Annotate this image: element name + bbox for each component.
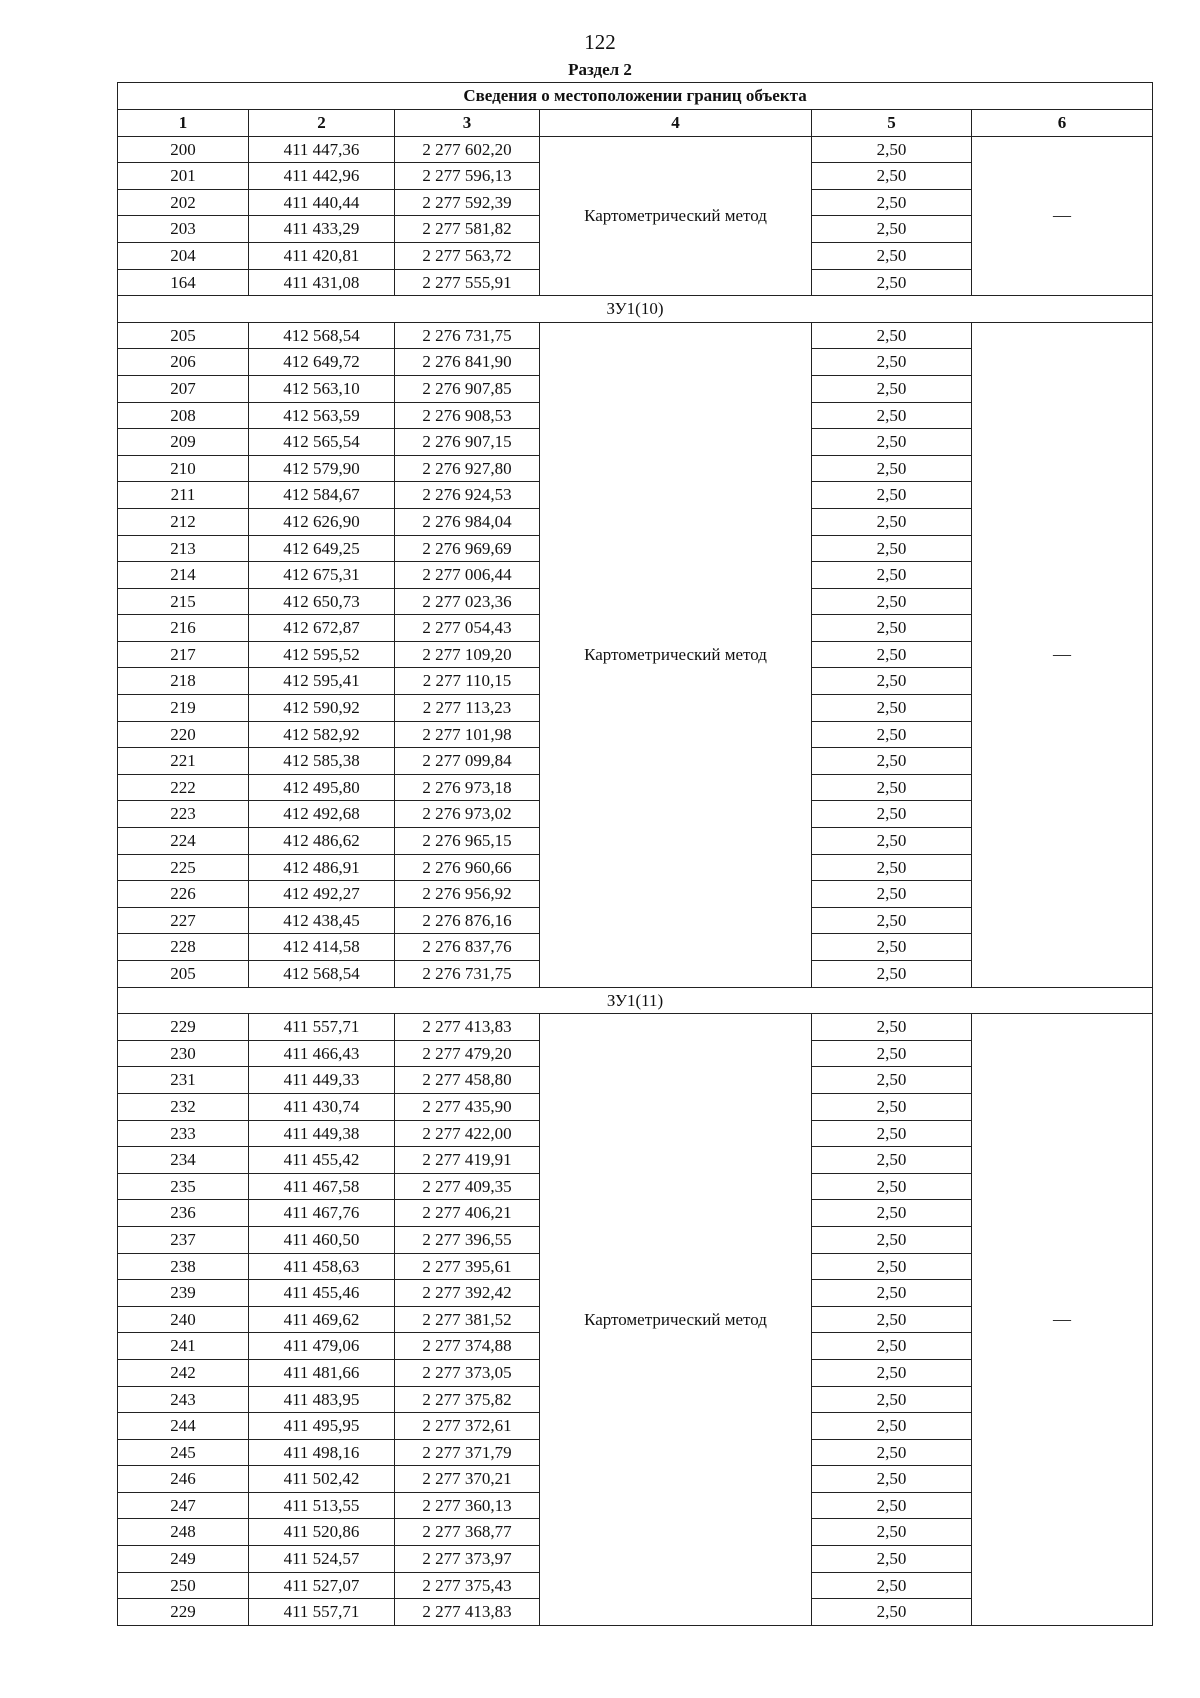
accuracy-cell: 2,50 [812, 1413, 972, 1440]
x-coordinate-cell: 411 467,58 [249, 1173, 395, 1200]
x-coordinate-cell: 411 449,33 [249, 1067, 395, 1094]
point-number-cell: 233 [118, 1120, 249, 1147]
point-number-cell: 226 [118, 881, 249, 908]
y-coordinate-cell: 2 276 731,75 [395, 322, 540, 349]
x-coordinate-cell: 412 672,87 [249, 615, 395, 642]
x-coordinate-cell: 411 481,66 [249, 1359, 395, 1386]
accuracy-cell: 2,50 [812, 774, 972, 801]
y-coordinate-cell: 2 276 984,04 [395, 508, 540, 535]
x-coordinate-cell: 411 466,43 [249, 1040, 395, 1067]
x-coordinate-cell: 412 649,72 [249, 349, 395, 376]
point-number-cell: 219 [118, 695, 249, 722]
column-header: 3 [395, 110, 540, 137]
accuracy-cell: 2,50 [812, 1306, 972, 1333]
x-coordinate-cell: 411 442,96 [249, 163, 395, 190]
y-coordinate-cell: 2 276 731,75 [395, 961, 540, 988]
y-coordinate-cell: 2 277 381,52 [395, 1306, 540, 1333]
accuracy-cell: 2,50 [812, 1226, 972, 1253]
x-coordinate-cell: 412 563,10 [249, 375, 395, 402]
accuracy-cell: 2,50 [812, 375, 972, 402]
point-number-cell: 218 [118, 668, 249, 695]
point-number-cell: 211 [118, 482, 249, 509]
accuracy-cell: 2,50 [812, 242, 972, 269]
x-coordinate-cell: 412 649,25 [249, 535, 395, 562]
note-cell: — [972, 1014, 1153, 1626]
y-coordinate-cell: 2 277 592,39 [395, 189, 540, 216]
y-coordinate-cell: 2 277 054,43 [395, 615, 540, 642]
point-number-cell: 216 [118, 615, 249, 642]
accuracy-cell: 2,50 [812, 588, 972, 615]
method-cell: Картометрический метод [540, 322, 812, 987]
point-number-cell: 164 [118, 269, 249, 296]
point-number-cell: 220 [118, 721, 249, 748]
x-coordinate-cell: 412 590,92 [249, 695, 395, 722]
x-coordinate-cell: 412 438,45 [249, 907, 395, 934]
accuracy-cell: 2,50 [812, 1546, 972, 1573]
accuracy-cell: 2,50 [812, 322, 972, 349]
y-coordinate-cell: 2 277 373,05 [395, 1359, 540, 1386]
accuracy-cell: 2,50 [812, 721, 972, 748]
y-coordinate-cell: 2 277 563,72 [395, 242, 540, 269]
x-coordinate-cell: 412 568,54 [249, 322, 395, 349]
x-coordinate-cell: 412 595,41 [249, 668, 395, 695]
point-number-cell: 234 [118, 1147, 249, 1174]
x-coordinate-cell: 411 447,36 [249, 136, 395, 163]
x-coordinate-cell: 411 527,07 [249, 1572, 395, 1599]
accuracy-cell: 2,50 [812, 854, 972, 881]
y-coordinate-cell: 2 276 841,90 [395, 349, 540, 376]
accuracy-cell: 2,50 [812, 508, 972, 535]
boundary-table [117, 82, 1153, 1626]
point-number-cell: 210 [118, 455, 249, 482]
accuracy-cell: 2,50 [812, 934, 972, 961]
y-coordinate-cell: 2 277 360,13 [395, 1492, 540, 1519]
y-coordinate-cell: 2 277 555,91 [395, 269, 540, 296]
accuracy-cell: 2,50 [812, 748, 972, 775]
y-coordinate-cell: 2 277 368,77 [395, 1519, 540, 1546]
accuracy-cell: 2,50 [812, 907, 972, 934]
accuracy-cell: 2,50 [812, 1173, 972, 1200]
x-coordinate-cell: 412 650,73 [249, 588, 395, 615]
zone-label: ЗУ1(11) [118, 987, 1153, 1014]
x-coordinate-cell: 412 568,54 [249, 961, 395, 988]
y-coordinate-cell: 2 277 023,36 [395, 588, 540, 615]
y-coordinate-cell: 2 276 960,66 [395, 854, 540, 881]
x-coordinate-cell: 411 431,08 [249, 269, 395, 296]
accuracy-cell: 2,50 [812, 163, 972, 190]
y-coordinate-cell: 2 276 907,85 [395, 375, 540, 402]
point-number-cell: 243 [118, 1386, 249, 1413]
y-coordinate-cell: 2 277 422,00 [395, 1120, 540, 1147]
x-coordinate-cell: 412 495,80 [249, 774, 395, 801]
point-number-cell: 201 [118, 163, 249, 190]
y-coordinate-cell: 2 277 413,83 [395, 1599, 540, 1626]
table-row [118, 322, 1153, 349]
y-coordinate-cell: 2 276 837,76 [395, 934, 540, 961]
y-coordinate-cell: 2 277 109,20 [395, 641, 540, 668]
y-coordinate-cell: 2 277 396,55 [395, 1226, 540, 1253]
y-coordinate-cell: 2 277 419,91 [395, 1147, 540, 1174]
accuracy-cell: 2,50 [812, 1466, 972, 1493]
table-body [118, 136, 1153, 1625]
method-cell: Картометрический метод [540, 136, 812, 296]
point-number-cell: 225 [118, 854, 249, 881]
point-number-cell: 228 [118, 934, 249, 961]
point-number-cell: 205 [118, 961, 249, 988]
y-coordinate-cell: 2 277 373,97 [395, 1546, 540, 1573]
y-coordinate-cell: 2 277 370,21 [395, 1466, 540, 1493]
y-coordinate-cell: 2 277 110,15 [395, 668, 540, 695]
accuracy-cell: 2,50 [812, 136, 972, 163]
y-coordinate-cell: 2 277 581,82 [395, 216, 540, 243]
accuracy-cell: 2,50 [812, 881, 972, 908]
y-coordinate-cell: 2 277 413,83 [395, 1014, 540, 1041]
y-coordinate-cell: 2 277 406,21 [395, 1200, 540, 1227]
point-number-cell: 204 [118, 242, 249, 269]
x-coordinate-cell: 412 626,90 [249, 508, 395, 535]
y-coordinate-cell: 2 276 973,18 [395, 774, 540, 801]
point-number-cell: 221 [118, 748, 249, 775]
accuracy-cell: 2,50 [812, 1253, 972, 1280]
y-coordinate-cell: 2 277 392,42 [395, 1280, 540, 1307]
point-number-cell: 213 [118, 535, 249, 562]
x-coordinate-cell: 412 675,31 [249, 562, 395, 589]
point-number-cell: 232 [118, 1093, 249, 1120]
point-number-cell: 231 [118, 1067, 249, 1094]
point-number-cell: 229 [118, 1014, 249, 1041]
point-number-cell: 237 [118, 1226, 249, 1253]
point-number-cell: 200 [118, 136, 249, 163]
accuracy-cell: 2,50 [812, 535, 972, 562]
table-row [118, 136, 1153, 163]
column-header-row [118, 110, 1153, 137]
section-title: Раздел 2 [568, 60, 632, 79]
x-coordinate-cell: 411 495,95 [249, 1413, 395, 1440]
x-coordinate-cell: 411 460,50 [249, 1226, 395, 1253]
point-number-cell: 229 [118, 1599, 249, 1626]
point-number-cell: 230 [118, 1040, 249, 1067]
point-number-cell: 236 [118, 1200, 249, 1227]
point-number-cell: 247 [118, 1492, 249, 1519]
table-title: Сведения о местоположении границ объекта [118, 83, 1153, 110]
x-coordinate-cell: 412 486,62 [249, 828, 395, 855]
note-cell: — [972, 136, 1153, 296]
accuracy-cell: 2,50 [812, 1333, 972, 1360]
accuracy-cell: 2,50 [812, 1067, 972, 1094]
note-cell: — [972, 322, 1153, 987]
x-coordinate-cell: 411 433,29 [249, 216, 395, 243]
x-coordinate-cell: 411 479,06 [249, 1333, 395, 1360]
x-coordinate-cell: 411 449,38 [249, 1120, 395, 1147]
y-coordinate-cell: 2 276 876,16 [395, 907, 540, 934]
point-number-cell: 244 [118, 1413, 249, 1440]
x-coordinate-cell: 412 563,59 [249, 402, 395, 429]
accuracy-cell: 2,50 [812, 269, 972, 296]
accuracy-cell: 2,50 [812, 1040, 972, 1067]
point-number-cell: 206 [118, 349, 249, 376]
point-number-cell: 217 [118, 641, 249, 668]
y-coordinate-cell: 2 276 973,02 [395, 801, 540, 828]
accuracy-cell: 2,50 [812, 828, 972, 855]
accuracy-cell: 2,50 [812, 1572, 972, 1599]
accuracy-cell: 2,50 [812, 1359, 972, 1386]
point-number-cell: 240 [118, 1306, 249, 1333]
y-coordinate-cell: 2 276 965,15 [395, 828, 540, 855]
y-coordinate-cell: 2 276 924,53 [395, 482, 540, 509]
x-coordinate-cell: 411 430,74 [249, 1093, 395, 1120]
point-number-cell: 227 [118, 907, 249, 934]
accuracy-cell: 2,50 [812, 216, 972, 243]
column-header: 6 [972, 110, 1153, 137]
x-coordinate-cell: 412 585,38 [249, 748, 395, 775]
x-coordinate-cell: 412 582,92 [249, 721, 395, 748]
x-coordinate-cell: 411 483,95 [249, 1386, 395, 1413]
accuracy-cell: 2,50 [812, 1492, 972, 1519]
zone-label: ЗУ1(10) [118, 296, 1153, 323]
point-number-cell: 250 [118, 1572, 249, 1599]
y-coordinate-cell: 2 277 602,20 [395, 136, 540, 163]
x-coordinate-cell: 412 492,27 [249, 881, 395, 908]
accuracy-cell: 2,50 [812, 1386, 972, 1413]
accuracy-cell: 2,50 [812, 801, 972, 828]
accuracy-cell: 2,50 [812, 1014, 972, 1041]
accuracy-cell: 2,50 [812, 482, 972, 509]
point-number-cell: 205 [118, 322, 249, 349]
y-coordinate-cell: 2 277 371,79 [395, 1439, 540, 1466]
point-number-cell: 214 [118, 562, 249, 589]
x-coordinate-cell: 412 486,91 [249, 854, 395, 881]
point-number-cell: 207 [118, 375, 249, 402]
y-coordinate-cell: 2 277 435,90 [395, 1093, 540, 1120]
y-coordinate-cell: 2 276 927,80 [395, 455, 540, 482]
point-number-cell: 203 [118, 216, 249, 243]
zone-row [118, 987, 1153, 1014]
y-coordinate-cell: 2 277 113,23 [395, 695, 540, 722]
point-number-cell: 235 [118, 1173, 249, 1200]
accuracy-cell: 2,50 [812, 641, 972, 668]
point-number-cell: 222 [118, 774, 249, 801]
x-coordinate-cell: 411 524,57 [249, 1546, 395, 1573]
table-row [118, 1014, 1153, 1041]
x-coordinate-cell: 411 502,42 [249, 1466, 395, 1493]
accuracy-cell: 2,50 [812, 1439, 972, 1466]
accuracy-cell: 2,50 [812, 615, 972, 642]
point-number-cell: 209 [118, 429, 249, 456]
accuracy-cell: 2,50 [812, 961, 972, 988]
y-coordinate-cell: 2 277 375,82 [395, 1386, 540, 1413]
point-number-cell: 245 [118, 1439, 249, 1466]
y-coordinate-cell: 2 277 596,13 [395, 163, 540, 190]
y-coordinate-cell: 2 277 458,80 [395, 1067, 540, 1094]
point-number-cell: 241 [118, 1333, 249, 1360]
y-coordinate-cell: 2 277 479,20 [395, 1040, 540, 1067]
y-coordinate-cell: 2 276 969,69 [395, 535, 540, 562]
accuracy-cell: 2,50 [812, 668, 972, 695]
y-coordinate-cell: 2 277 101,98 [395, 721, 540, 748]
point-number-cell: 223 [118, 801, 249, 828]
y-coordinate-cell: 2 277 372,61 [395, 1413, 540, 1440]
column-header: 5 [812, 110, 972, 137]
point-number-cell: 239 [118, 1280, 249, 1307]
x-coordinate-cell: 412 565,54 [249, 429, 395, 456]
point-number-cell: 212 [118, 508, 249, 535]
x-coordinate-cell: 412 492,68 [249, 801, 395, 828]
page-number: 122 [584, 30, 616, 54]
x-coordinate-cell: 411 469,62 [249, 1306, 395, 1333]
y-coordinate-cell: 2 277 375,43 [395, 1572, 540, 1599]
column-header: 1 [118, 110, 249, 137]
y-coordinate-cell: 2 277 374,88 [395, 1333, 540, 1360]
y-coordinate-cell: 2 276 907,15 [395, 429, 540, 456]
accuracy-cell: 2,50 [812, 1147, 972, 1174]
y-coordinate-cell: 2 277 099,84 [395, 748, 540, 775]
method-cell: Картометрический метод [540, 1014, 812, 1626]
x-coordinate-cell: 411 467,76 [249, 1200, 395, 1227]
x-coordinate-cell: 412 595,52 [249, 641, 395, 668]
x-coordinate-cell: 411 557,71 [249, 1014, 395, 1041]
x-coordinate-cell: 411 420,81 [249, 242, 395, 269]
accuracy-cell: 2,50 [812, 402, 972, 429]
accuracy-cell: 2,50 [812, 1599, 972, 1626]
x-coordinate-cell: 411 455,42 [249, 1147, 395, 1174]
point-number-cell: 202 [118, 189, 249, 216]
point-number-cell: 224 [118, 828, 249, 855]
zone-row [118, 296, 1153, 323]
accuracy-cell: 2,50 [812, 1120, 972, 1147]
x-coordinate-cell: 411 458,63 [249, 1253, 395, 1280]
point-number-cell: 249 [118, 1546, 249, 1573]
accuracy-cell: 2,50 [812, 695, 972, 722]
accuracy-cell: 2,50 [812, 349, 972, 376]
accuracy-cell: 2,50 [812, 189, 972, 216]
x-coordinate-cell: 412 584,67 [249, 482, 395, 509]
accuracy-cell: 2,50 [812, 429, 972, 456]
x-coordinate-cell: 411 557,71 [249, 1599, 395, 1626]
y-coordinate-cell: 2 277 409,35 [395, 1173, 540, 1200]
x-coordinate-cell: 411 440,44 [249, 189, 395, 216]
accuracy-cell: 2,50 [812, 455, 972, 482]
y-coordinate-cell: 2 276 956,92 [395, 881, 540, 908]
column-header: 4 [540, 110, 812, 137]
point-number-cell: 246 [118, 1466, 249, 1493]
accuracy-cell: 2,50 [812, 1200, 972, 1227]
accuracy-cell: 2,50 [812, 1280, 972, 1307]
y-coordinate-cell: 2 277 395,61 [395, 1253, 540, 1280]
point-number-cell: 238 [118, 1253, 249, 1280]
point-number-cell: 248 [118, 1519, 249, 1546]
x-coordinate-cell: 411 455,46 [249, 1280, 395, 1307]
point-number-cell: 208 [118, 402, 249, 429]
column-header: 2 [249, 110, 395, 137]
x-coordinate-cell: 412 579,90 [249, 455, 395, 482]
accuracy-cell: 2,50 [812, 562, 972, 589]
x-coordinate-cell: 411 520,86 [249, 1519, 395, 1546]
accuracy-cell: 2,50 [812, 1093, 972, 1120]
y-coordinate-cell: 2 276 908,53 [395, 402, 540, 429]
accuracy-cell: 2,50 [812, 1519, 972, 1546]
point-number-cell: 215 [118, 588, 249, 615]
x-coordinate-cell: 412 414,58 [249, 934, 395, 961]
point-number-cell: 242 [118, 1359, 249, 1386]
x-coordinate-cell: 411 498,16 [249, 1439, 395, 1466]
x-coordinate-cell: 411 513,55 [249, 1492, 395, 1519]
y-coordinate-cell: 2 277 006,44 [395, 562, 540, 589]
